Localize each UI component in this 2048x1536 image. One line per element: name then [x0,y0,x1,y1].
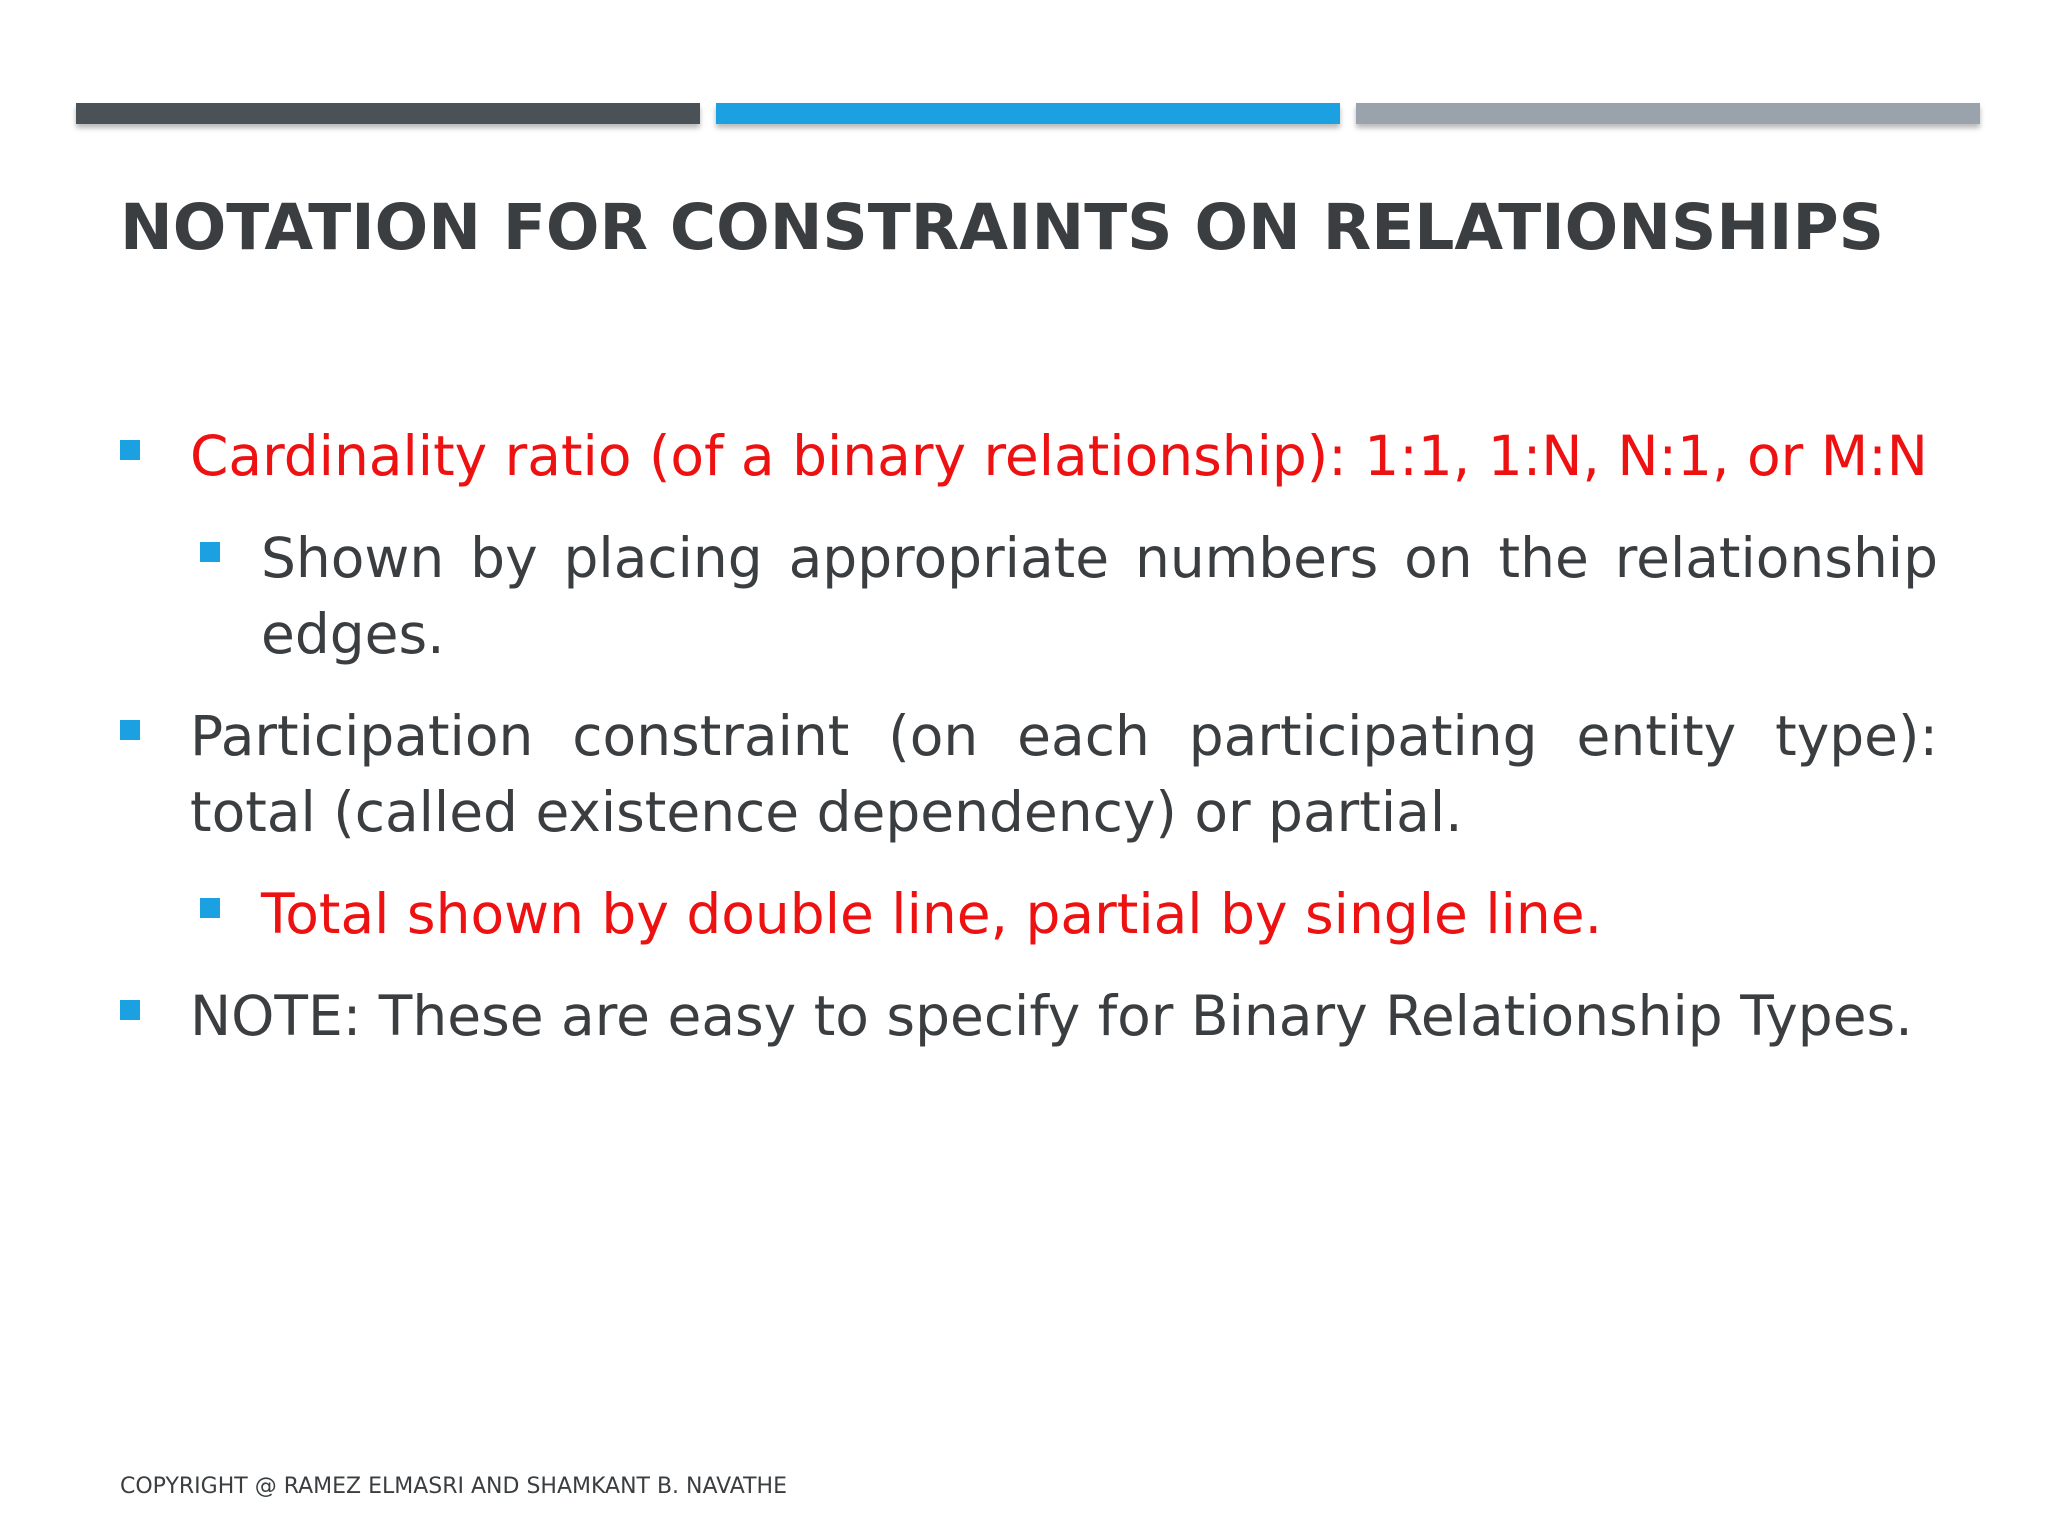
bullet-participation-constraint [190,698,1938,850]
bullet-square-icon [200,898,220,918]
header-bar-blue [716,103,1340,124]
sub-bullet-shown-by-numbers [261,520,1938,672]
bullet-text: Participation constraint (on each participating entity type): total (called existence dependency) or partial. [190,704,1938,844]
bullet-cardinality-ratio [190,418,1938,494]
slide-body [120,418,1938,1080]
slide-title: NOTATION FOR CONSTRAINTS ON RELATIONSHIPS [120,191,1885,264]
header-bar-dark [76,103,700,124]
bullet-text: NOTE: These are easy to specify for Binary Relationship Types. [190,984,1913,1048]
bullet-square-icon [200,542,220,562]
header-bar-gray [1356,103,1980,124]
copyright-footer: COPYRIGHT @ RAMEZ ELMASRI AND SHAMKANT B. NAVATHE [120,1474,788,1499]
bullet-text: Shown by placing appropriate numbers on the relationship edges. [261,526,1938,666]
bullet-text: Total shown by double line, partial by single line. [261,882,1603,946]
bullet-square-icon [120,720,140,740]
bullet-square-icon [120,1000,140,1020]
bullet-square-icon [120,440,140,460]
sub-bullet-double-single-line [261,876,1938,952]
bullet-text: Cardinality ratio (of a binary relationship): 1:1, 1:N, N:1, or M:N [190,424,1928,488]
bullet-note [190,978,1938,1054]
